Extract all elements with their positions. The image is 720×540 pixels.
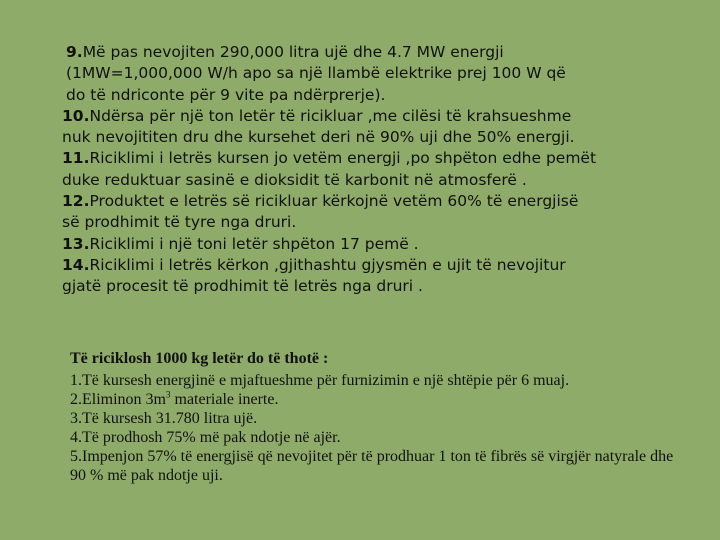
superscript: 3 (166, 389, 171, 400)
benefit-text: 2.Eliminon 3m (70, 391, 166, 408)
point-line: nuk nevojititen dru dhe kursehet deri në 90% uji dhe 50% energji. (62, 128, 575, 147)
benefit-item: 4.Të prodhosh 75% më pak ndotje në ajër. (70, 429, 341, 446)
point-line: gjatë procesit të prodhimit të letrës nga druri . (62, 277, 423, 296)
point-number: 11. (62, 149, 90, 168)
point-line (62, 148, 662, 169)
recycling-benefits (70, 349, 690, 485)
point-line: së prodhimit të tyre nga druri. (62, 213, 297, 232)
point-number: 13. (62, 234, 90, 253)
point-text: Riciklimi i letrës kursen jo vetëm energji ,po shpëton edhe pemët (89, 149, 597, 168)
point-line (62, 106, 662, 127)
point-line (62, 42, 662, 63)
benefit-item: 3.Të kursesh 31.780 litra ujë. (70, 410, 258, 427)
point-line (62, 234, 662, 255)
point-line: do të ndriconte për 9 vite pa ndërprerje). (66, 85, 386, 104)
point-text: Ndërsa për një ton letër të ricikluar ,me cilësi të krahsueshme (89, 106, 572, 125)
benefit-item: 1.Të kursesh energjinë e mjaftueshme për furnizimin e një shtëpie për 6 muaj. (70, 372, 570, 389)
point-number: 10. (62, 106, 90, 125)
point-text: Riciklimi i një toni letër shpëton 17 pemë . (89, 234, 419, 253)
section-heading: Të riciklosh 1000 kg letër do të thotë : (70, 350, 329, 367)
point-line: duke reduktuar sasinë e dioksidit të karbonit në atmosferë . (62, 170, 527, 189)
point-number: 14. (62, 255, 90, 274)
point-text: Riciklimi i letrës kërkon ,gjithashtu gjysmën e ujit të nevojitur (89, 255, 566, 274)
point-line: (1MW=1,000,000 W/h apo sa një llambë elektrike prej 100 W që (66, 64, 566, 83)
point-line (62, 255, 662, 276)
benefit-text: materiale inerte. (170, 391, 279, 408)
point-text: Produktet e letrës së ricikluar kërkojnë vetëm 60% të energjisë (89, 192, 579, 211)
point-number: 12. (62, 192, 90, 211)
point-number: 9. (66, 43, 83, 61)
point-line (62, 191, 662, 212)
benefit-item (70, 390, 690, 409)
facts-list (62, 42, 662, 298)
benefit-item: 5.Impenjon 57% të energjisë që nevojitet për të prodhuar 1 ton të fibrës së virgjër natyrale dhe 90 % më pak ndotje uji. (70, 448, 674, 484)
point-text: Më pas nevojiten 290,000 litra ujë dhe 4.7 MW energji (82, 43, 504, 61)
